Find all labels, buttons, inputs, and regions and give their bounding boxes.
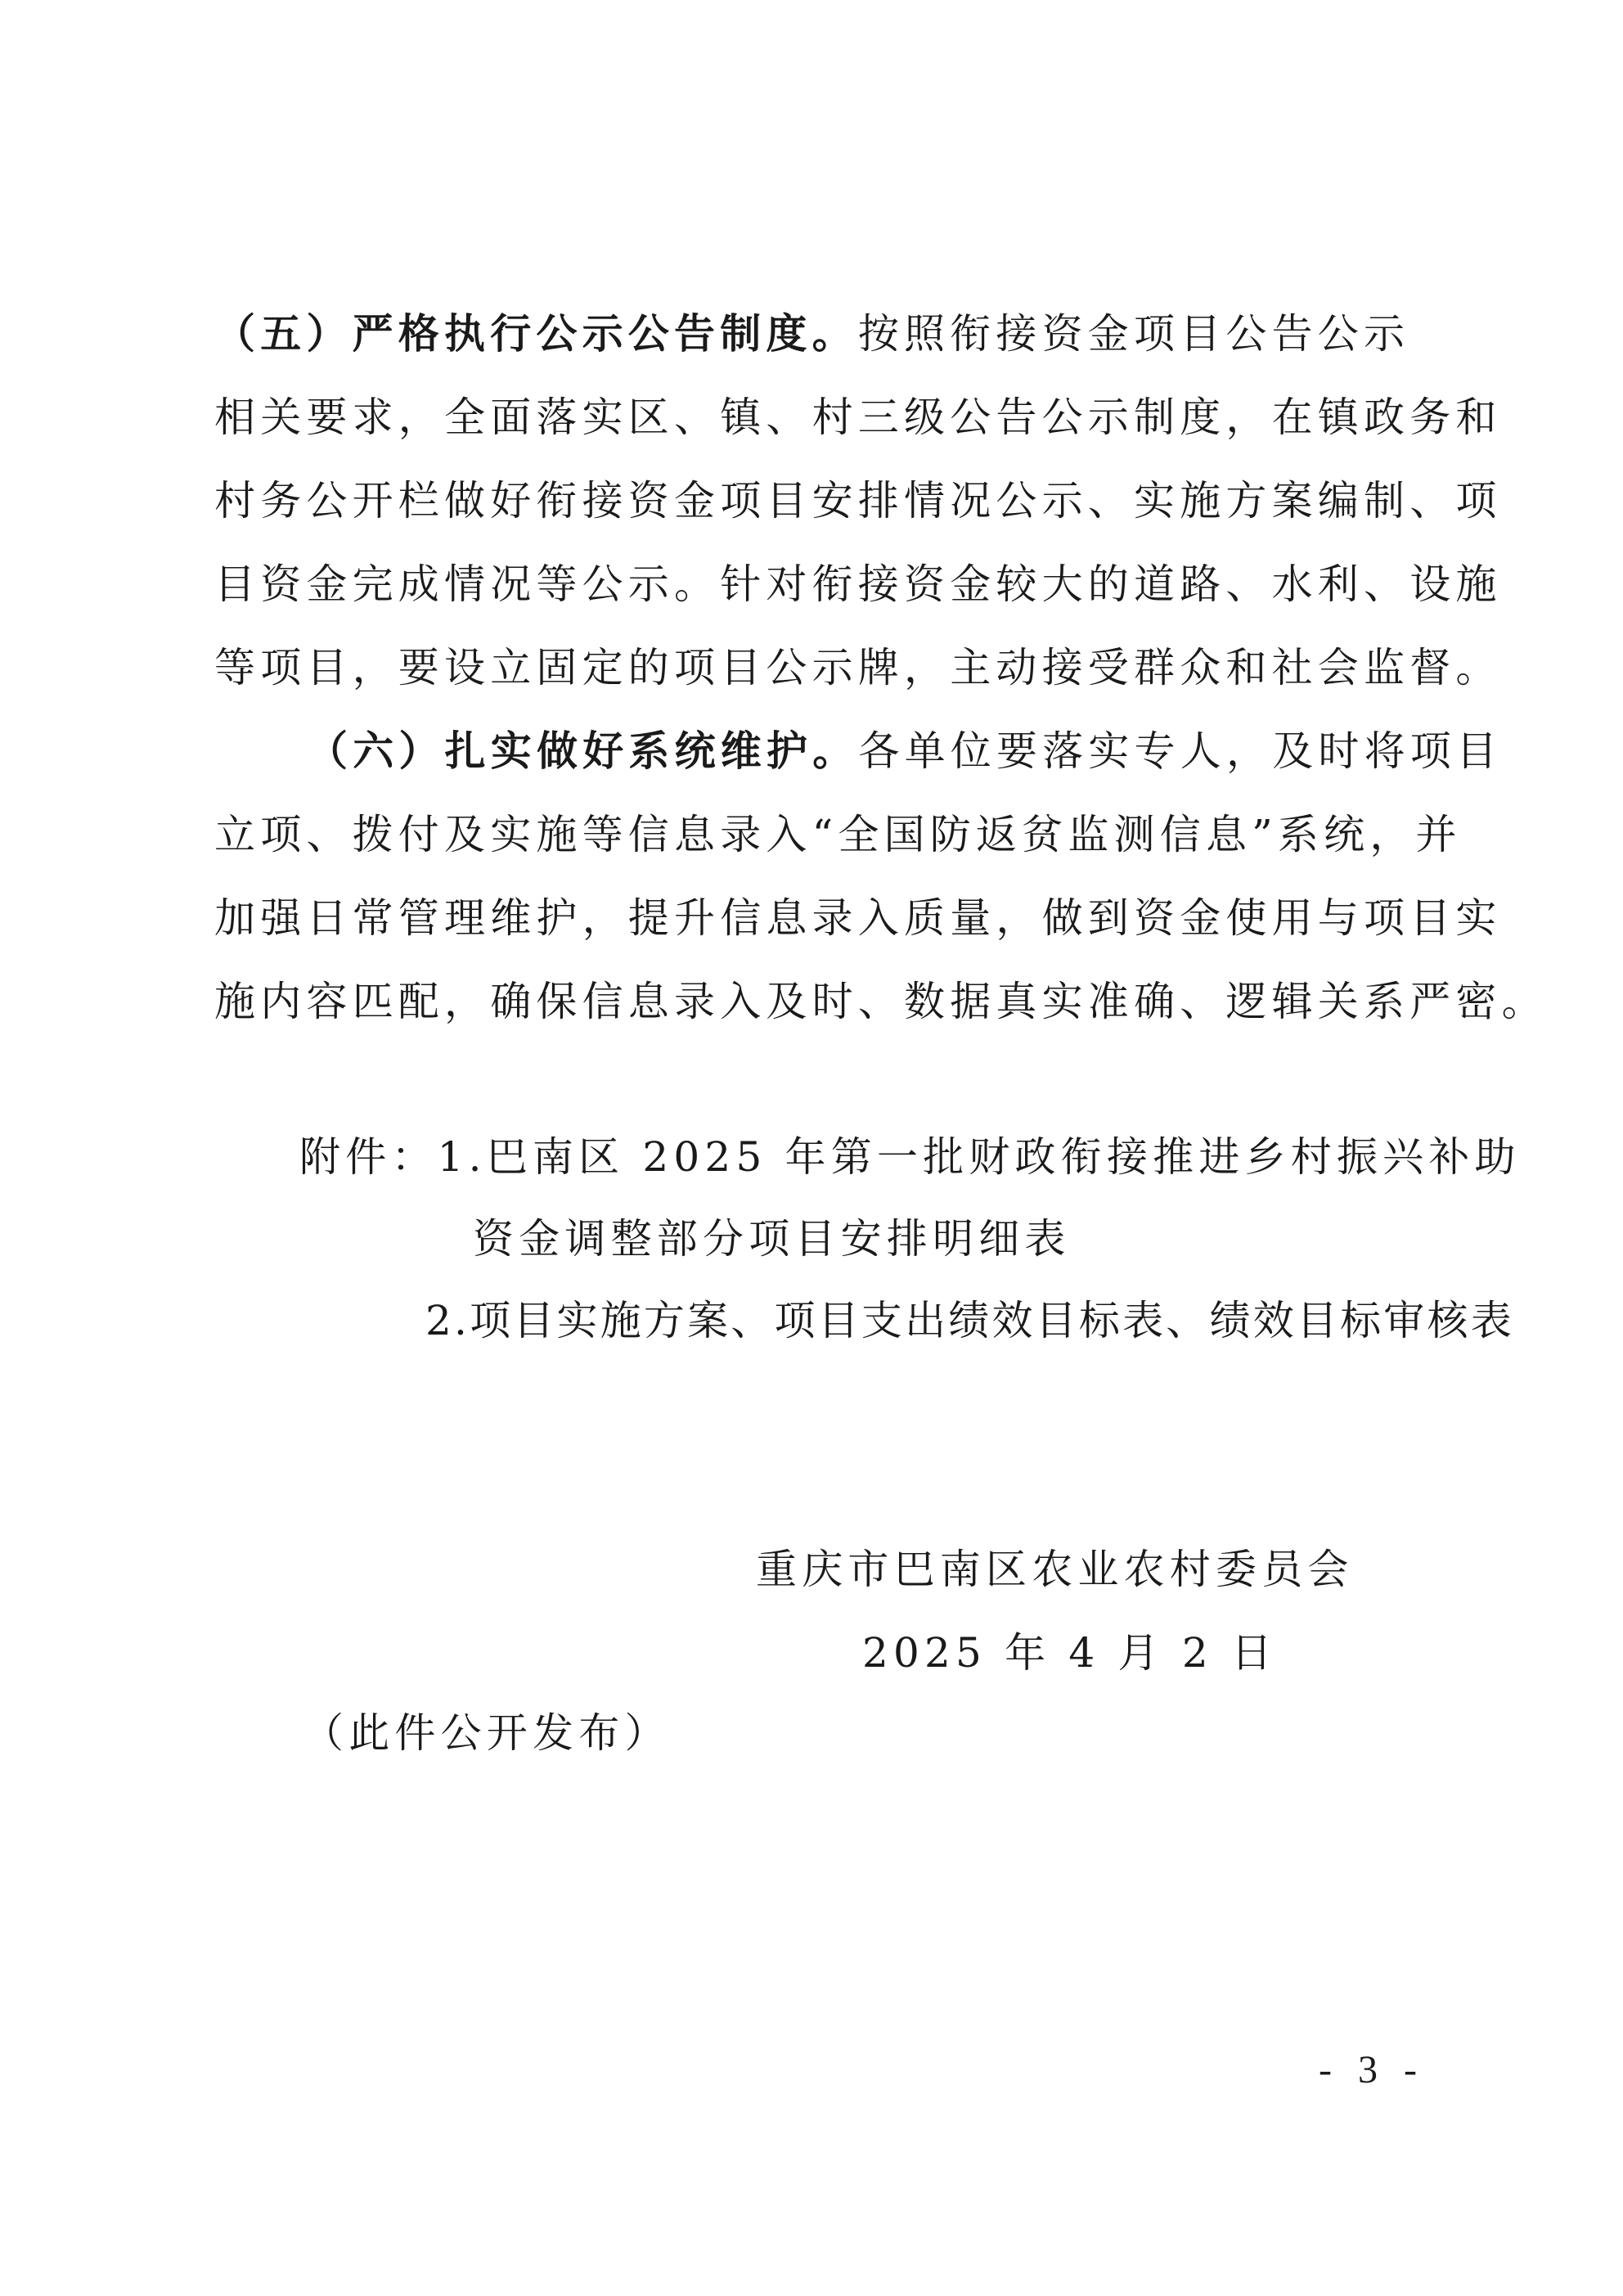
section-5-text: 按照衔接资金项目公告公示: [857, 310, 1410, 358]
section-6-line-3: 加强日常管理维护，提升信息录入质量，做到资金使用与项目实: [214, 894, 1502, 942]
section-5-line-1: [214, 309, 1409, 358]
section-6-line-1: [307, 727, 1502, 776]
section-5-line-2: 相关要求，全面落实区、镇、村三级公告公示制度，在镇政务和: [214, 394, 1502, 441]
section-6-heading: （六）扎实做好系统维护。: [307, 727, 859, 775]
attachment-item-1-continued: 资金调整部分项目安排明细表: [473, 1215, 1071, 1263]
section-6-line-4: 施内容匹配，确保信息录入及时、数据真实准确、逻辑关系严密。: [214, 978, 1548, 1025]
disclosure-note: （此件公开发布）: [303, 1709, 671, 1757]
section-5-line-5: 等项目，要设立固定的项目公示牌，主动接受群众和社会监督。: [214, 644, 1502, 691]
section-5-line-3: 村务公开栏做好衔接资金项目安排情况公示、实施方案编制、项: [214, 477, 1502, 524]
section-6-text: 各单位要落实专人，及时将项目: [858, 727, 1503, 775]
attachment-item-2: 2.项目实施方案、项目支出绩效目标表、绩效目标审核表: [425, 1297, 1514, 1344]
section-5-heading: （五）严格执行公示公告制度。: [214, 309, 858, 358]
attachment-item-1: 1.巴南区 2025 年第一批财政衔接推进乡村振兴补助: [437, 1133, 1521, 1181]
section-6-line-2: 立项、拨付及实施等信息录入“全国防返贫监测信息”系统，并: [214, 811, 1462, 858]
page-number: - 3 -: [1319, 2048, 1425, 2091]
attachments-line-1: [299, 1132, 1521, 1182]
section-5-line-4: 目资金完成情况等公示。针对衔接资金较大的道路、水利、设施: [214, 560, 1502, 608]
signature-organization: 重庆市巴南区农业农村委员会: [756, 1546, 1354, 1593]
attachments-label: 附件：: [299, 1133, 438, 1181]
signature-date: 2025 年 4 月 2 日: [862, 1629, 1278, 1677]
